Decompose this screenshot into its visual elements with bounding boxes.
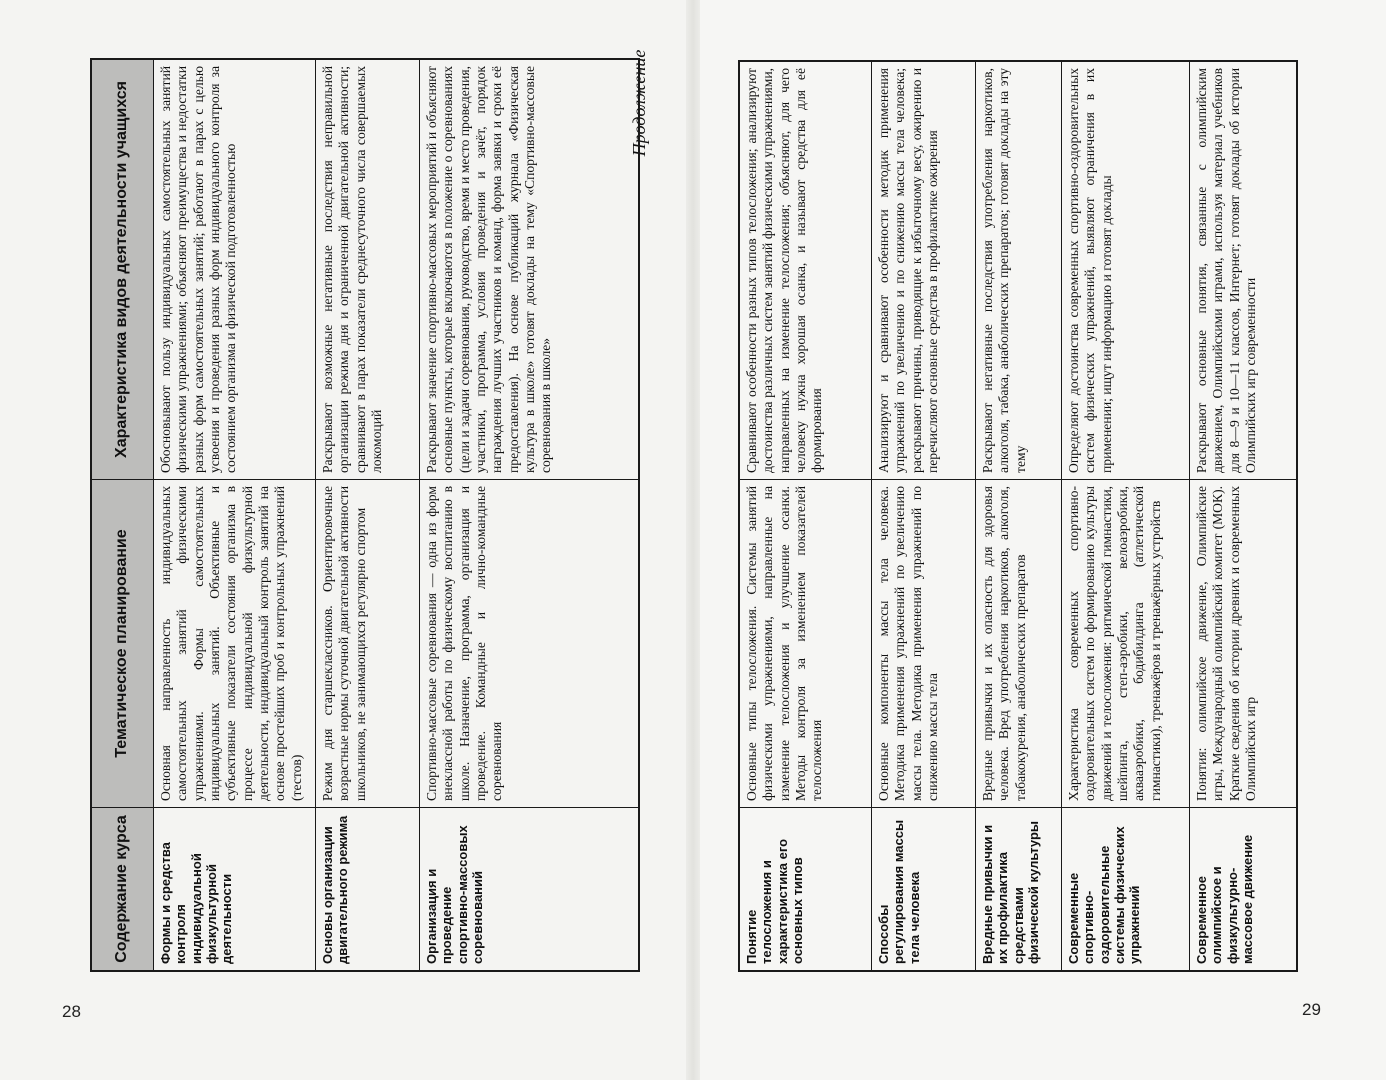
planning-cell: Режим дня старшеклассников. Ориентировочные возрастные нормы суточной двигательной активности школьников, не занимающихся регулярно спортом	[316, 480, 419, 808]
planning-cell: Основная направленность индивидуальных самостоятельных занятий физическими упражнениями. Формы самостоятельных индивидуальных занятий. Объективные и субъективные показатели состояния организма в процессе индивидуальной физкультурной деятельности, индивидуальный контроль занятий на основе простейших проб и контрольных упражнений (тестов)	[154, 480, 315, 808]
page-number-right: 29	[1302, 1000, 1321, 1019]
planning-cell: Основные типы телосложения. Системы занятий физическими упражнениями, направленные на изменение телосложения и улучшение осанки. Методы контроля за изменением показателей телосложения	[740, 480, 871, 808]
content-cell: Формы и средства контроля индивидуальной физкультурной деятельности	[158, 842, 235, 964]
activities-cell: Раскрывают возможные негативные последствия неправильной организации режима дня и ограниченной двигательной активности; сравнивают в парах показатели среднесуточного числа совершаемых локомоций	[316, 60, 419, 480]
planning-cell: Основные компоненты массы тела человека. Методика применения упражнений по увеличению массы тела. Методика применения упражнений по снижению массы тела	[872, 480, 975, 808]
page-number-left: 28	[62, 1002, 81, 1021]
activities-cell: Раскрывают негативные последствия употребления наркотиков, алкоголя, табака, анаболических препаратов; готовят доклады на эту тему	[976, 62, 1061, 480]
activities-cell: Анализируют и сравнивают особенности методик применения упражнений по увеличению и по снижению массы тела человека; раскрывают причины, приводящие к избыточному весу, ожирению и перечисляют основные средства в профилактике ожирения	[872, 62, 975, 480]
table-header	[92, 60, 154, 970]
table-row	[740, 62, 872, 970]
header-content: Содержание курса	[113, 815, 131, 963]
planning-cell: Понятия: олимпийское движение, Олимпийские игры, Международный олимпийский комитет (МОК). Краткие сведения об истории древних и современных Олимпийских игр	[1190, 480, 1296, 808]
activities-cell: Обосновывают пользу индивидуальных самостоятельных занятий физическими упражнениями; объясняют преимущества и недостатки разных форм самостоятельных занятий; работают в парах с целью усвоения и проведения разных форм индивидуального контроля за состоянием организма и физической подготовленностью	[154, 60, 315, 480]
planning-cell: Вредные привычки и их опасность для здоровья человека. Вред употребления наркотиков, алкоголя, табакокурения, анаболических препаратов	[976, 480, 1061, 808]
content-cell: Способы регулирования массы тела человека	[876, 819, 922, 964]
header-planning: Тематическое планирование	[92, 480, 153, 808]
table-row	[316, 60, 420, 970]
table-row	[1190, 62, 1296, 970]
planning-cell: Характеристика современных спортивно-оздоровительных систем по формированию культуры движений и телосложения: ритмической гимнастики, шейпинга, степ-аэробики, велоаэробики, аквааэробики, бодибилдинга (атлетической гимнастики), тренажёров и тренажёрных устройств	[1062, 480, 1189, 808]
activities-cell: Раскрывают значение спортивно-массовых мероприятий и объясняют основные пункты, которые включаются в положение о соревнованиях (цели и задачи соревнования, руководство, время и место проведения, участники, программа, условия проведения и зачёт, порядок награждения лучших участников и команд, форма заявки и сроки её предоставления). На основе публикаций журнала «Физическая культура в школе» готовят доклады на тему «Спортивно-массовые соревнования в школе»	[420, 60, 638, 480]
table-row	[154, 60, 316, 970]
activities-cell: Определяют достоинства современных спортивно-оздоровительных систем физических упражнений, выявляют ограничения в их применении; ищут информацию и готовят доклады	[1062, 62, 1189, 480]
curriculum-table-right	[738, 60, 1298, 972]
table-row	[420, 60, 638, 970]
table-row	[872, 62, 976, 970]
table-row	[1062, 62, 1190, 970]
curriculum-table-left	[90, 58, 640, 972]
book-gutter	[686, 0, 700, 1080]
planning-cell: Спортивно-массовые соревнования — одна из форм внеклассной работы по физическому воспитанию в школе. Назначение, программа, организация и проведение. Командные и лично-командные соревнования	[420, 480, 638, 808]
content-cell: Основы организации двигательного режима	[320, 815, 351, 964]
continued-label: Продолжение	[629, 49, 649, 157]
activities-cell: Раскрывают основные понятия, связанные с олимпийским движением, Олимпийскими играми, используя материал учебников для 8—9 и 10—11 классов, Интернет; готовят доклады об истории Олимпийских игр современности	[1190, 62, 1296, 480]
table-row	[976, 62, 1062, 970]
activities-cell: Сравнивают особенности разных типов телосложения; анализируют достоинства различных систем занятий физическими упражнениями, направленных на изменение телосложения; объясняют, для чего человеку нужна хорошая осанка, и называют средства для её формирования	[740, 62, 871, 480]
content-cell: Современное олимпийское и физкультурно-массовое движение	[1194, 834, 1255, 964]
content-cell: Понятие телосложения и характеристика его основных типов	[744, 838, 805, 964]
header-activities: Характеристика видов деятельности учащихся	[92, 60, 153, 480]
content-cell: Современные спортивно-оздоровительные системы физических упражнений	[1066, 826, 1143, 964]
content-cell: Вредные привычки и их профилактика средствами физической культуры	[980, 821, 1041, 964]
content-cell: Организация и проведение спортивно-массовых соревнований	[424, 825, 485, 964]
